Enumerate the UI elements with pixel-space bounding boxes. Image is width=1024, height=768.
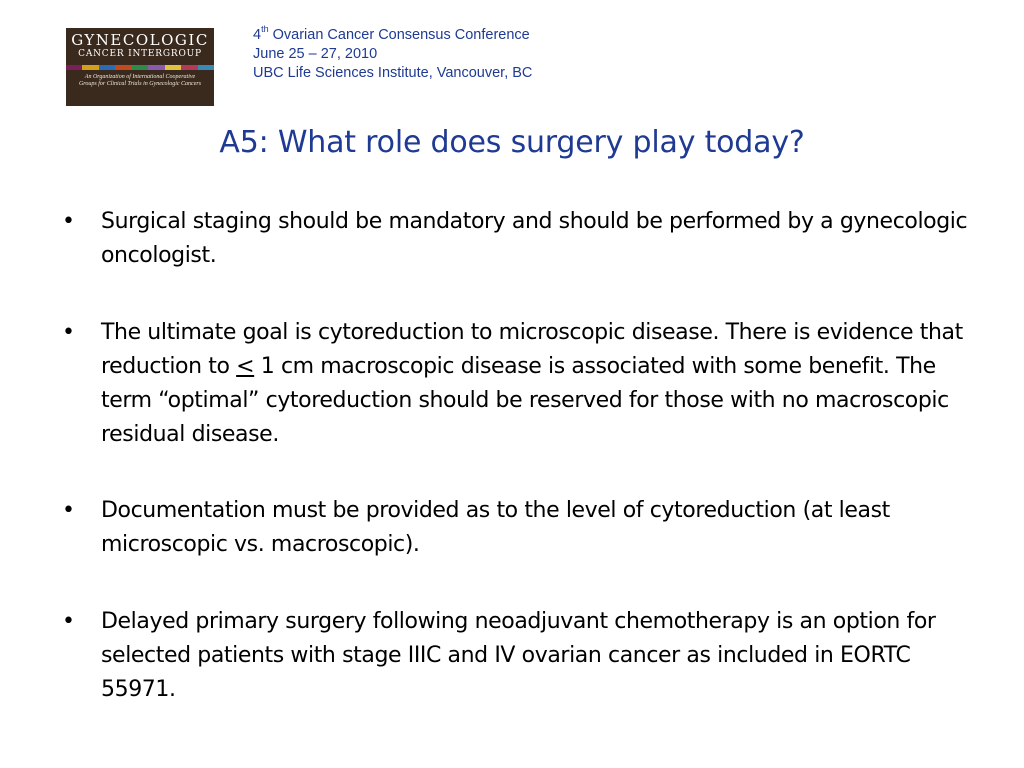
less-or-equal-symbol: < [236, 354, 255, 379]
logo-tagline-line1: An Organization of International Cooperative [84, 74, 196, 80]
logo-stripe-3 [99, 65, 115, 70]
bullet-item-delayed-surgery [62, 605, 982, 707]
bullet-item-cytoreduction-goal [62, 316, 982, 452]
bullet-text-part1: The ultimate goal is cytoreduction to microscopic disease. There is evidence that reduction to [101, 320, 963, 379]
logo-wordmark-line2: CANCER INTERGROUP [78, 49, 202, 59]
logo-stripe-4 [115, 65, 131, 70]
conference-ordinal-suffix: th [261, 24, 269, 35]
bullet-text: Surgical staging should be mandatory and should be performed by a gynecologic oncologist. [101, 209, 968, 268]
bullet-text: Documentation must be provided as to the level of cytoreduction (at least microscopic vs. macroscopic). [101, 498, 890, 557]
gcig-logo [66, 28, 214, 106]
logo-tagline-line2: Groups for Clinical Trials in Gynecologic Cancers [78, 81, 202, 87]
bullet-marker: • [62, 498, 75, 523]
logo-stripe-7 [165, 65, 181, 70]
conference-name [253, 26, 532, 45]
logo-stripe-6 [148, 65, 164, 70]
bullet-item-documentation [62, 494, 982, 562]
logo-stripe-8 [181, 65, 197, 70]
conference-venue: UBC Life Sciences Institute, Vancouver, BC [253, 65, 533, 81]
conference-name-rest: Ovarian Cancer Consensus Conference [268, 27, 530, 43]
bullet-marker: • [62, 209, 75, 234]
bullet-text: Delayed primary surgery following neoadjuvant chemotherapy is an option for selected patients with stage IIIC and IV ovarian cancer as included in EORTC 55971. [101, 609, 936, 702]
conference-info [253, 26, 532, 83]
bullet-marker: • [62, 320, 75, 345]
slide-title: A5: What role does surgery play today? [219, 125, 805, 160]
logo-color-stripes [66, 65, 214, 70]
logo-stripe-5 [132, 65, 148, 70]
logo-stripe-1 [66, 65, 82, 70]
logo-wordmark-line1: GYNECOLOGIC [71, 31, 209, 49]
bullet-list [62, 205, 982, 707]
conference-number: 4 [253, 27, 262, 43]
bullet-marker: • [62, 609, 75, 634]
logo-tagline [70, 74, 210, 88]
conference-dates: June 25 – 27, 2010 [253, 46, 378, 62]
logo-stripe-9 [198, 65, 214, 70]
bullet-item-staging [62, 205, 982, 273]
bullet-text-part2: 1 cm macroscopic disease is associated with some benefit. The term “optimal” cytoreduction should be reserved for those with no macroscopic residual disease. [101, 354, 949, 447]
logo-stripe-2 [82, 65, 98, 70]
